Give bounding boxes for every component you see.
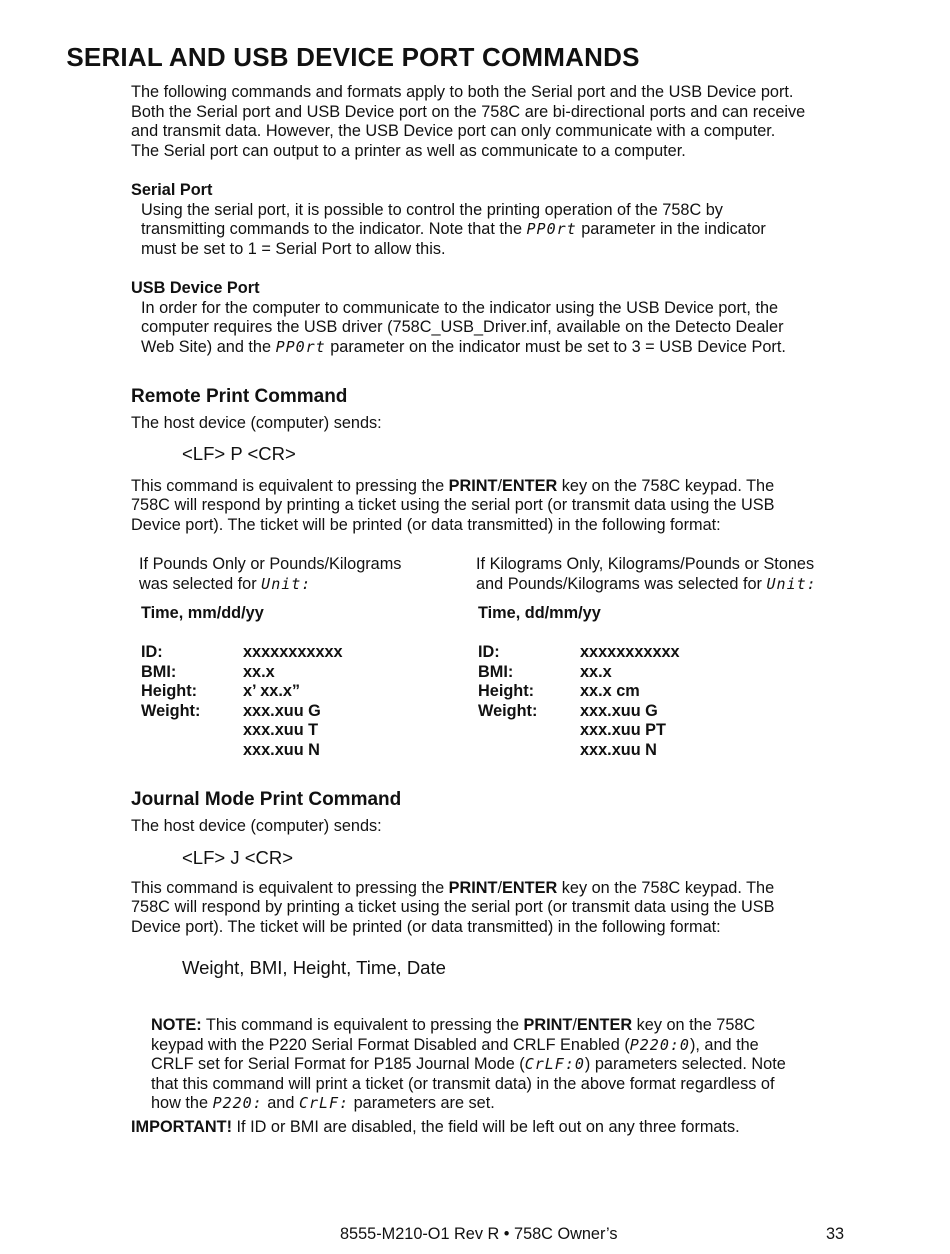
unit-display-code: Unit:: [766, 574, 817, 593]
note-line: how the P220: and CrLF: parameters are set.: [151, 1094, 495, 1113]
serial-port-heading: Serial Port: [131, 181, 213, 199]
left-format-row: xxx.xuu N: [243, 741, 320, 759]
important-label: IMPORTANT!: [131, 1118, 232, 1136]
footer-doc-id: 8555-M210-O1 Rev R • 758C Owner’s: [340, 1225, 618, 1243]
left-format-condition: If Pounds Only or Pounds/Kilograms was selected for Unit:: [139, 555, 402, 593]
left-format-row: xxx.xuu T: [243, 721, 319, 739]
usb-port-heading: USB Device Port: [131, 279, 260, 297]
important-line: IMPORTANT! If ID or BMI are disabled, the field will be left out on any three formats.: [131, 1118, 740, 1136]
journal-print-heading: Journal Mode Print Command: [131, 789, 402, 810]
left-format-row: Weight: xxx.xuu G: [141, 702, 321, 720]
intro-line: and transmit data. However, the USB Device port can only communicate with a computer.: [131, 122, 776, 140]
unit-display-code: Unit:: [261, 574, 312, 593]
journal-command: <LF> J <CR>: [182, 847, 294, 868]
note-label: NOTE:: [151, 1016, 202, 1035]
journal-format: Weight, BMI, Height, Time, Date: [182, 957, 446, 978]
journal-paragraph-line: This command is equivalent to pressing the PRINT/ENTER key on the 758C keypad. The: [131, 879, 775, 897]
left-format-row: Height: x’ xx.x”: [141, 682, 301, 700]
remote-paragraph-line: This command is equivalent to pressing the PRINT/ENTER key on the 758C keypad. The: [131, 477, 775, 495]
ppopt-display-code: PP0rt: [275, 338, 326, 356]
usb-line: Web Site) and the PP0rt parameter on the indicator must be set to 3 = USB Device Port.: [141, 338, 786, 356]
left-time-format: Time, mm/dd/yy: [141, 604, 264, 622]
ppopt-display-code: PP0rt: [526, 220, 577, 238]
note-line: NOTE: This command is equivalent to pressing the PRINT/ENTER key on the 758C: [151, 1016, 756, 1035]
p220-display-code: P220:: [212, 1094, 263, 1113]
remote-host-text: The host device (computer) sends:: [131, 414, 382, 432]
right-format-row: Weight: xxx.xuu G: [478, 702, 658, 720]
journal-paragraph-line: Device port). The ticket will be printed (or data transmitted) in the following format:: [131, 918, 721, 936]
note-line: CRLF set for Serial Format for P185 Journal Mode (CrLF:0) parameters selected. Note: [151, 1055, 786, 1074]
usb-line: computer requires the USB driver (758C_USB_Driver.inf, available on the Detecto Dealer: [141, 318, 784, 336]
serial-line: transmitting commands to the indicator. Note that the PP0rt parameter in the indicator: [141, 220, 766, 238]
note-line: that this command will print a ticket (or transmit data) in the above format regardless of: [151, 1075, 775, 1094]
serial-line: Using the serial port, it is possible to control the printing operation of the 758C by: [141, 201, 723, 219]
note-line: keypad with the P220 Serial Format Disabled and CRLF Enabled (P220:0), and the: [151, 1036, 759, 1055]
remote-paragraph-line: Device port). The ticket will be printed (or data transmitted) in the following format:: [131, 516, 721, 534]
left-format-row: BMI: xx.x: [141, 663, 275, 681]
right-time-format: Time, dd/mm/yy: [478, 604, 601, 622]
right-format-row: ID: xxxxxxxxxxx: [478, 643, 680, 661]
crlf-display-code: CrLF:0: [524, 1055, 585, 1074]
page-title: SERIAL AND USB DEVICE PORT COMMANDS: [66, 42, 640, 72]
right-format-row: Height: xx.x cm: [478, 682, 640, 700]
journal-paragraph-line: 758C will respond by printing a ticket using the serial port (or transmit data using the USB: [131, 898, 775, 916]
remote-print-heading: Remote Print Command: [131, 386, 348, 407]
crlf-display-code: CrLF:: [298, 1094, 350, 1113]
remote-paragraph-line: 758C will respond by printing a ticket using the serial port (or transmit data using the USB: [131, 496, 775, 514]
serial-line: must be set to 1 = Serial Port to allow this.: [141, 240, 446, 258]
right-format-row: BMI: xx.x: [478, 663, 612, 681]
right-format-condition: If Kilograms Only, Kilograms/Pounds or Stones and Pounds/Kilograms was selected for Unit:: [476, 555, 817, 593]
page-number: 33: [826, 1225, 845, 1243]
journal-host-text: The host device (computer) sends:: [131, 817, 382, 835]
right-format-row: xxx.xuu PT: [580, 721, 666, 739]
intro-line: The following commands and formats apply to both the Serial port and the USB Device port.: [131, 83, 794, 101]
remote-command: <LF> P <CR>: [182, 443, 296, 464]
p220-display-code: P220:0: [629, 1036, 690, 1055]
intro-line: Both the Serial port and USB Device port on the 758C are bi-directional ports and can receive: [131, 103, 806, 121]
right-format-row: xxx.xuu N: [580, 741, 657, 759]
intro-line: The Serial port can output to a printer as well as communicate to a computer.: [131, 142, 686, 160]
usb-line: In order for the computer to communicate to the indicator using the USB Device port, the: [141, 299, 779, 317]
left-format-row: ID: xxxxxxxxxxx: [141, 643, 343, 661]
